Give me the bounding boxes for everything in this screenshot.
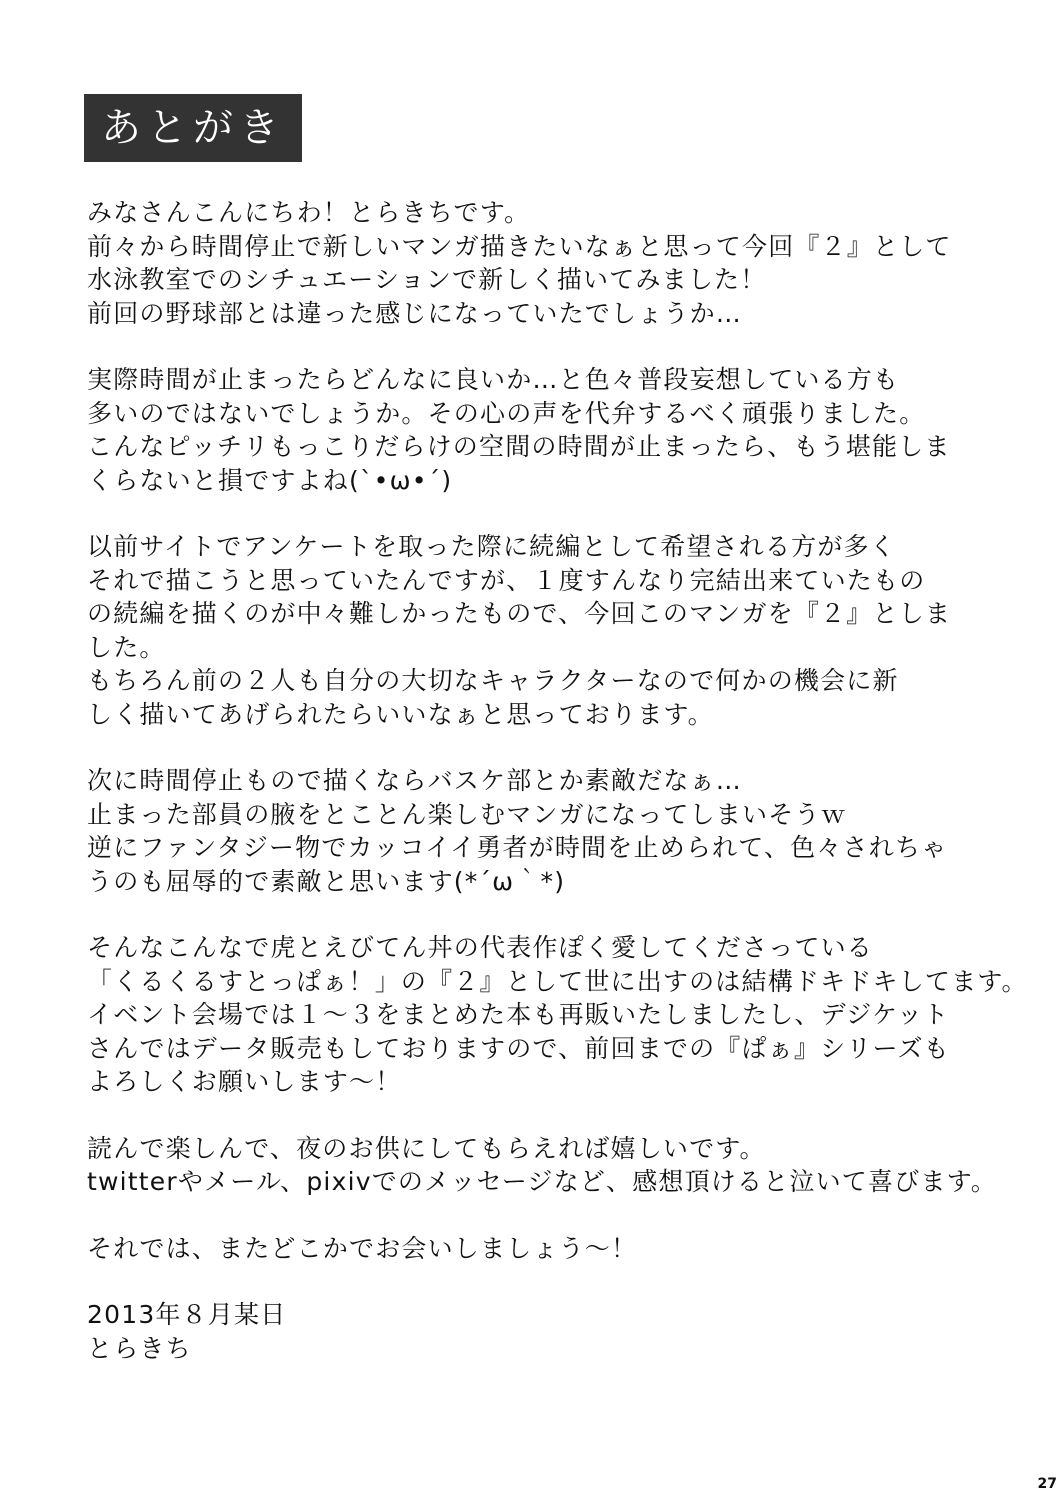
text-line: 前々から時間停止で新しいマンガ描きたいなぁと思って今回『２』として <box>87 231 952 261</box>
paragraph-sequel <box>87 530 987 731</box>
paragraph-time-stop <box>87 363 987 497</box>
text-line: 読んで楽しんで、夜のお供にしてもらえれば嬉しいです。 <box>87 1133 766 1163</box>
text-line: もちろん前の２人も自分の大切なキャラクターなので何かの機会に新 <box>87 666 899 695</box>
title-banner <box>84 94 302 162</box>
text-line: 水泳教室でのシチュエーションで新しく描いてみました！ <box>87 265 767 294</box>
text-line: しく描いてあげられたらいいなぁと思っております。 <box>87 699 714 729</box>
text-line: イベント会場では１～３をまとめた本も再販いたしましたし、デジケット <box>87 1000 950 1029</box>
signature-block <box>87 1298 987 1365</box>
text-line: 「くるくるすとっぱぁ！」の『２』として世に出すのは結構ドキドキしてます。 <box>87 966 1028 996</box>
text-line: こんなピッチリもっこりだらけの空間の時間が止まったら、もう堪能しま <box>87 432 951 461</box>
afterword-body <box>87 196 1028 1365</box>
text-line: の続編を描くのが中々難しかったもので、今回このマンガを『２』としま <box>87 599 952 628</box>
text-line: 前回の野球部とは違った感じになっていたでしょうか… <box>87 298 743 328</box>
paragraph-farewell <box>87 1232 987 1266</box>
text-line: 多いのではないでしょうか。その心の声を代弁するべく頑張りました。 <box>87 398 926 428</box>
page-title: あとがき <box>101 105 285 151</box>
text-line: 以前サイトでアンケートを取った際に続編として希望される方が多く <box>87 532 896 561</box>
text-line: くらないと損ですよね(`•ω•´) <box>87 465 453 495</box>
text-line: そんなこんなで虎とえびてん丼の代表作ぽく愛してくださっている <box>87 933 874 962</box>
signature-author: とらきち <box>87 1333 192 1363</box>
text-line: 次に時間停止もので描くならバスケ部とか素敵だなぁ… <box>87 766 743 795</box>
paragraph-next-ideas <box>87 764 987 898</box>
paragraph-series <box>87 931 1028 1099</box>
text-line: 実際時間が止まったらどんなに良いか…と色々普段妄想している方も <box>87 365 900 394</box>
text-line: それでは、またどこかでお会いしましょう～！ <box>87 1233 638 1263</box>
text-line: それで描こうと思っていたんですが、１度すんなり完結出来ていたもの <box>87 565 926 595</box>
signature-date: 2013年８月某日 <box>87 1300 287 1329</box>
page-number: 27 <box>1037 1476 1057 1492</box>
paragraph-greeting <box>87 196 987 330</box>
text-line: 止まった部員の腋をとことん楽しむマンガになってしまいそうｗ <box>87 799 847 829</box>
text-line: よろしくお願いします～！ <box>87 1067 402 1096</box>
text-line: twitterやメール、pixivでのメッセージなど、感想頂けると泣いて喜びます。 <box>87 1167 998 1196</box>
text-line: 逆にファンタジー物でカッコイイ勇者が時間を止められて、色々されちゃ <box>87 833 948 862</box>
text-line: した。 <box>87 632 166 662</box>
text-line: さんではデータ販売もしておりますので、前回までの『ぱぁ』シリーズも <box>87 1033 950 1063</box>
text-line: みなさんこんにちわ！とらきちです。 <box>87 198 531 227</box>
text-line: うのも屈辱的で素敵と思います(*´ω｀*) <box>87 866 566 896</box>
paragraph-feedback <box>87 1132 998 1199</box>
